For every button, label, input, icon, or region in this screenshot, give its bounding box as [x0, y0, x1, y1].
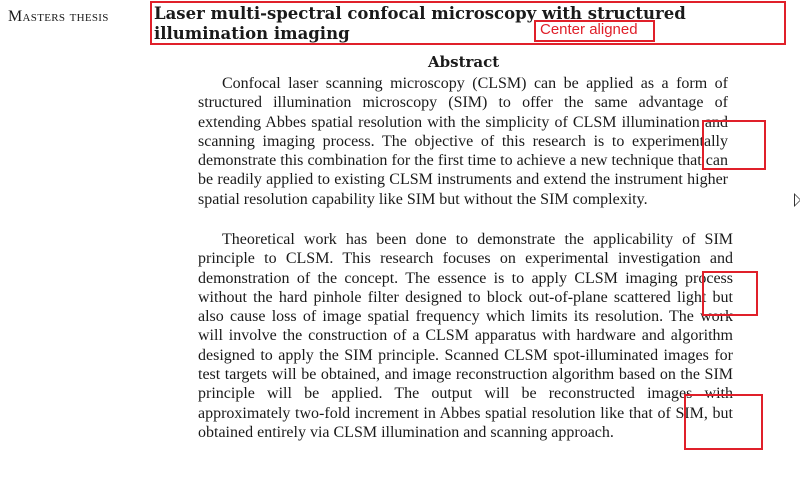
center-aligned-note: Center aligned — [540, 21, 638, 38]
thesis-title: Laser multi-spectral confocal microscopy with structured illumination imaging — [154, 4, 686, 43]
abstract-paragraph-2: Theoretical work has been done to demonstrate the applicability of SIM principle to CLSM. This research focuses on experimental investigation and demonstration of the concept. The essence is to apply CLSM imaging process without the hard pinhole filter designed to block out-of-plane scattered light but also cause loss of image spatial frequency which limits its resolution. The work will involve the construction of a CLSM apparatus with hardware and algorithm designed to apply the SIM principle. Scanned CLSM spot-illuminated images for test targets will be obtained, and image reconstruction algorithm based on the SIM principle will be applied. The output will be reconstructed images with approximately two-fold increment in Abbes spatial resolution like that of SIM, but obtained entirely via CLSM illumination and scanning approach. — [198, 231, 733, 441]
abstract-paragraph-1: Confocal laser scanning microscopy (CLSM) can be applied as a form of structured illumination microscopy (SIM) to offer the same advantage of extending Abbes spatial resolution with the simplicity of CLSM illumination and scanning imaging process. The objective of this research is to experimentally demonstrate this combination for the first time to achieve a new technique that can be readily applied to existing CLSM instruments and extend the instrument higher spatial resolution capability like SIM but without the SIM complexity. — [198, 75, 728, 208]
masters-thesis-label: Masters thesis — [8, 8, 109, 25]
abstract-heading: Abstract — [428, 53, 500, 71]
cursor-arrow-icon — [794, 193, 800, 207]
